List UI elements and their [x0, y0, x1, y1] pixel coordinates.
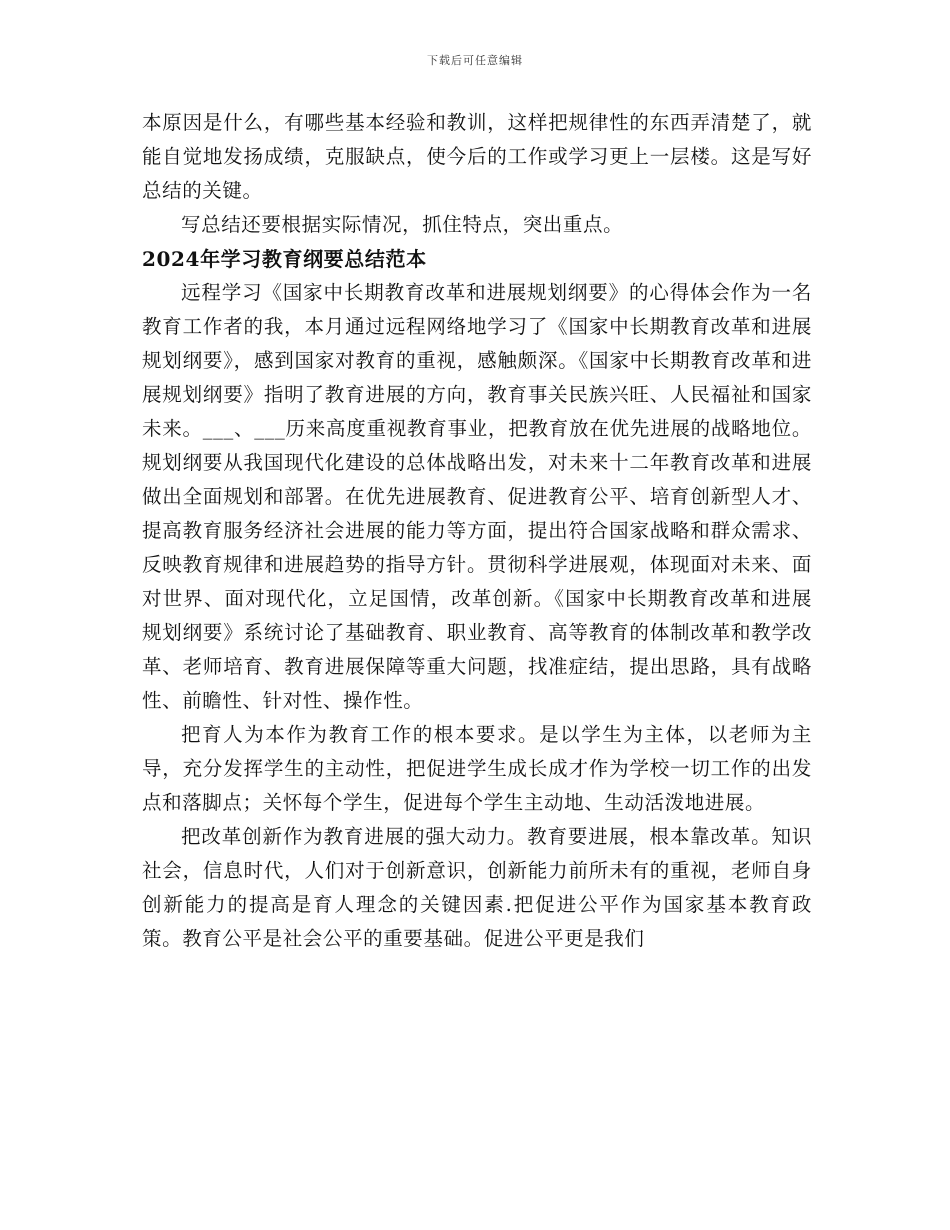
page-header-note: 下载后可任意编辑: [427, 54, 523, 67]
intro-paragraph-2: 写总结还要根据实际情况，抓住特点，突出重点。: [181, 213, 624, 236]
document-body: [142, 106, 812, 956]
body-paragraph-3: 把改革创新作为教育进展的强大动力。教育要进展，根本靠改革。知识社会，信息时代，人们对于创新意识，创新能力前所未有的重视，老师自身创新能力的提高是育人理念的关键因素.把促进公平作为国家基本教育政策。教育公平是社会公平的重要基础。促进公平更是我们: [142, 825, 812, 950]
body-paragraph-1: 远程学习《国家中长期教育改革和进展规划纲要》的心得体会作为一名教育工作者的我，本月通过远程网络地学习了《国家中长期教育改革和进展规划纲要》，感到国家对教育的重视，感触颇深。《国家中长期教育改革和进展规划纲要》指明了教育进展的方向，教育事关民族兴旺、人民福祉和国家未来。___、___历来高度重视教育事业，把教育放在优先进展的战略地位。规划纲要从我国现代化建设的总体战略出发，对未来十二年教育改革和进展做出全面规划和部署。在优先进展教育、促进教育公平、培育创新型人才、提高教育服务经济社会进展的能力等方面，提出符合国家战略和群众需求、反映教育规律和进展趋势的指导方针。贯彻科学进展观，体现面对未来、面对世界、面对现代化，立足国情，改革创新。《国家中长期教育改革和进展规划纲要》系统讨论了基础教育、职业教育、高等教育的体制改革和教学改革、老师培育、教育进展保障等重大问题，找准症结，提出思路，具有战略性、前瞻性、针对性、操作性。: [142, 281, 812, 712]
document-title: 2024年学习教育纲要总结范本: [142, 247, 427, 271]
intro-paragraph: 本原因是什么，有哪些基本经验和教训，这样把规律性的东西弄清楚了，就能自觉地发扬成绩，克服缺点，使今后的工作或学习更上一层楼。这是写好总结的关键。: [142, 111, 812, 202]
body-paragraph-2: 把育人为本作为教育工作的根本要求。是以学生为主体，以老师为主导，充分发挥学生的主动性，把促进学生成长成才作为学校一切工作的出发点和落脚点；关怀每个学生，促进每个学生主动地、生动活泼地进展。: [142, 723, 812, 814]
